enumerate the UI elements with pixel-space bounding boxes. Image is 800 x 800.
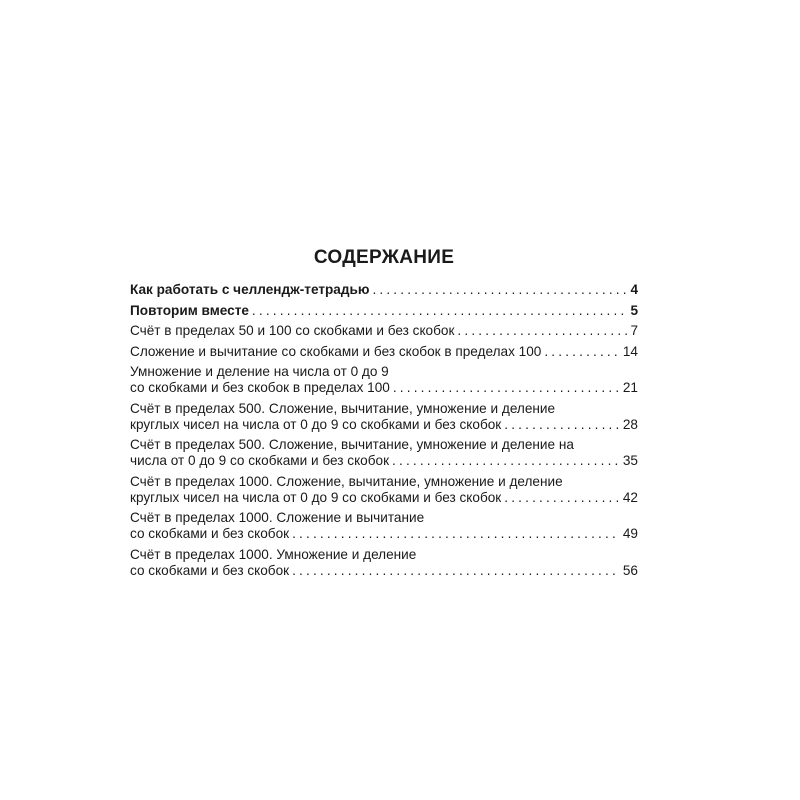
toc-entry-line: Счёт в пределах 1000. Умножение и деление	[130, 546, 417, 562]
toc-entry-last-line	[130, 417, 638, 433]
toc-entry	[130, 547, 638, 579]
table-of-contents	[130, 246, 638, 583]
dot-leader	[252, 303, 628, 319]
toc-page-number: 5	[630, 302, 638, 318]
page-title: СОДЕРЖАНИЕ	[313, 247, 455, 268]
toc-page-number: 35	[622, 453, 638, 468]
toc-entry-line: Счёт в пределах 1000. Сложение, вычитание, умножение и деление	[130, 473, 563, 489]
toc-entry-line: числа от 0 до 9 со скобками и без скобок	[130, 453, 390, 468]
toc-entries	[130, 282, 638, 579]
dot-leader	[544, 344, 620, 360]
toc-entry-last-line	[130, 490, 638, 506]
toc-entry-line: Счёт в пределах 50 и 100 со скобками и без скобок	[130, 323, 455, 338]
dot-leader	[504, 490, 620, 506]
toc-page-number: 42	[622, 489, 638, 505]
toc-page-number: 28	[622, 416, 638, 432]
toc-page-number: 56	[622, 562, 638, 578]
toc-entry	[130, 323, 638, 339]
dot-leader	[292, 526, 620, 542]
toc-entry	[130, 364, 638, 396]
dot-leader	[372, 282, 627, 298]
toc-entry-last-line	[130, 323, 638, 339]
toc-entry-last-line	[130, 453, 638, 469]
toc-entry-line: со скобками и без скобок	[130, 526, 290, 541]
toc-page-number: 7	[630, 323, 638, 338]
toc-page-number: 4	[630, 282, 638, 297]
toc-entry-line: Умножение и деление на числа от 0 до 9	[130, 364, 389, 379]
toc-entry-last-line	[130, 380, 638, 396]
dot-leader	[292, 563, 620, 579]
toc-entry-line: со скобками и без скобок в пределах 100	[130, 380, 390, 395]
toc-entry-line: круглых чисел на числа от 0 до 9 со скобками и без скобок	[130, 416, 502, 432]
toc-entry	[130, 437, 638, 469]
toc-entry	[130, 344, 638, 360]
toc-entry-line: Сложение и вычитание со скобками и без скобок в пределах 100	[130, 343, 542, 359]
toc-entry-line: Повторим вместе	[130, 302, 249, 318]
toc-page-number: 14	[622, 343, 638, 359]
toc-entry-last-line	[130, 344, 638, 360]
toc-entry-line: Как работать с челлендж-тетрадью	[130, 282, 370, 297]
toc-entry-last-line	[130, 282, 638, 298]
dot-leader	[504, 417, 620, 433]
toc-page-number: 49	[622, 526, 638, 541]
toc-entry	[130, 303, 638, 319]
toc-entry-last-line	[130, 303, 638, 319]
toc-entry	[130, 282, 638, 298]
toc-entry-last-line	[130, 526, 638, 542]
toc-entry	[130, 401, 638, 433]
dot-leader	[457, 323, 627, 339]
dot-leader	[392, 453, 620, 469]
toc-entry	[130, 474, 638, 506]
toc-page-number: 21	[622, 380, 638, 395]
dot-leader	[393, 380, 620, 396]
toc-entry-line: Счёт в пределах 500. Сложение, вычитание, умножение и деление	[130, 400, 556, 416]
toc-entry-line: Счёт в пределах 500. Сложение, вычитание, умножение и деление на	[130, 437, 574, 452]
toc-entry-line: со скобками и без скобок	[130, 562, 290, 578]
toc-entry-line: круглых чисел на числа от 0 до 9 со скобками и без скобок	[130, 489, 502, 505]
toc-entry-line: Счёт в пределах 1000. Сложение и вычитание	[130, 510, 425, 525]
toc-entry	[130, 510, 638, 542]
toc-entry-last-line	[130, 563, 638, 579]
